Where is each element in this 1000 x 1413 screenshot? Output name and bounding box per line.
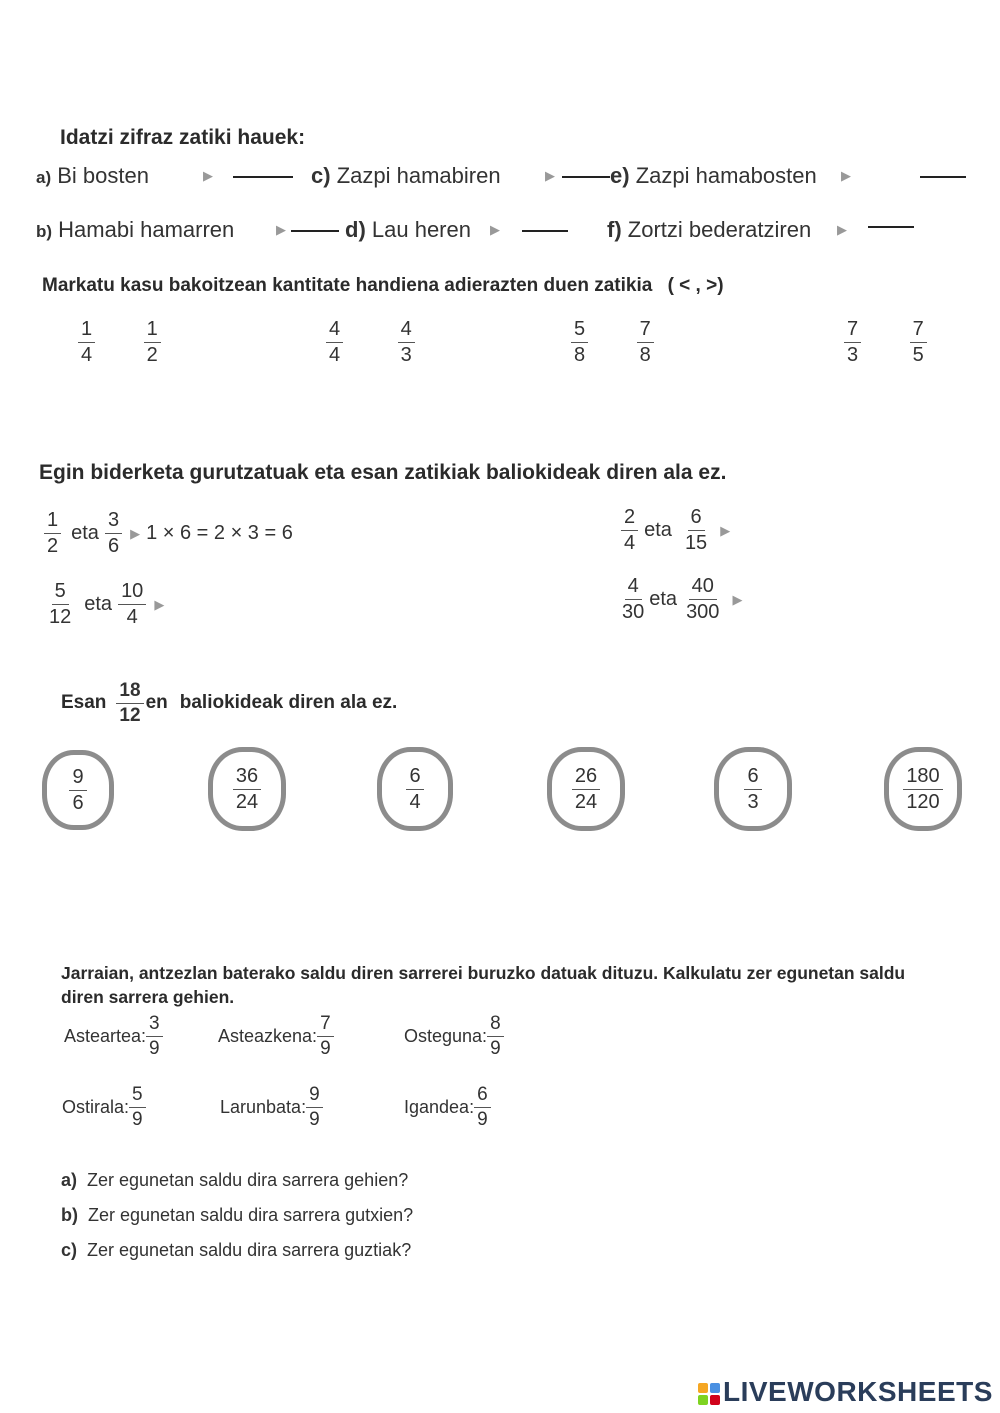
day-name: Osteguna: — [404, 1025, 488, 1046]
option-circle-2[interactable] — [208, 747, 286, 831]
day-name: Ostirala: — [62, 1096, 130, 1117]
item-text: Zazpi hamabiren — [336, 163, 501, 188]
question-c — [61, 1240, 411, 1261]
fraction — [129, 1084, 146, 1131]
denominator: 5 — [912, 344, 924, 366]
question-text: Zer egunetan saldu dira sarrera gutxien? — [88, 1205, 414, 1225]
numerator: 5 — [571, 318, 588, 343]
numerator: 6 — [406, 765, 423, 790]
numerator: 6 — [688, 506, 705, 531]
day-friday — [62, 1084, 146, 1131]
fraction — [326, 318, 343, 367]
compare-pair-2 — [326, 318, 415, 367]
numerator: 9 — [69, 766, 86, 791]
numerator: 1 — [78, 318, 95, 343]
fraction — [398, 318, 415, 367]
denominator: 300 — [686, 601, 720, 623]
denominator: 24 — [235, 790, 259, 813]
cross-row-3 — [46, 580, 164, 629]
day-sunday — [404, 1084, 491, 1131]
denominator: 6 — [72, 791, 84, 814]
denominator: 9 — [490, 1037, 501, 1059]
fraction — [474, 1084, 491, 1131]
fraction — [317, 1013, 334, 1060]
section4-title — [61, 680, 397, 727]
question-label: a) — [61, 1170, 78, 1190]
fraction — [144, 318, 161, 367]
denominator: 3 — [847, 344, 859, 366]
day-thursday — [404, 1013, 504, 1060]
section2-hint: ( < , >) — [667, 275, 724, 296]
option-circle-6[interactable] — [884, 747, 962, 831]
day-name: Igandea: — [404, 1096, 475, 1117]
fraction — [744, 765, 761, 814]
item-text: Hamabi hamarren — [58, 217, 235, 242]
fraction — [621, 506, 638, 555]
numerator: 8 — [487, 1013, 504, 1037]
item-d — [345, 217, 471, 243]
item-b — [36, 217, 234, 243]
item-label: f) — [607, 217, 622, 242]
denominator: 24 — [574, 790, 598, 813]
fraction — [683, 575, 722, 624]
arrow-icon: ▶ — [841, 168, 851, 183]
section4-rest: baliokideak diren ala ez. — [179, 692, 398, 714]
numerator: 5 — [129, 1084, 146, 1108]
section2-title-text: Markatu kasu bakoitzean kantitate handiena adierazten duen zatikia — [42, 275, 653, 296]
option-circle-3[interactable] — [377, 747, 453, 831]
fraction — [637, 318, 654, 367]
arrow-icon: ▶ — [130, 525, 141, 541]
numerator: 4 — [398, 318, 415, 343]
fraction — [844, 318, 861, 367]
cross-row-2 — [621, 506, 730, 555]
arrow-icon: ▶ — [837, 222, 847, 237]
cross-row-4 — [619, 575, 742, 624]
numerator: 2 — [621, 506, 638, 531]
item-label: b) — [36, 222, 53, 241]
item-e — [610, 163, 817, 189]
denominator: 4 — [624, 532, 636, 554]
item-label: a) — [36, 168, 52, 187]
denominator: 9 — [320, 1037, 331, 1059]
section2-title — [42, 275, 724, 297]
item-label: e) — [610, 163, 630, 188]
denominator: 2 — [146, 344, 158, 366]
connector-text: eta — [649, 588, 678, 610]
compare-pair-4 — [844, 318, 927, 367]
numerator: 9 — [306, 1084, 323, 1108]
arrow-icon: ▶ — [545, 168, 555, 183]
arrow-icon: ▶ — [276, 222, 286, 237]
example-result: 1 × 6 = 2 × 3 = 6 — [146, 522, 293, 544]
question-a — [61, 1170, 408, 1191]
fraction — [69, 766, 86, 815]
fraction — [572, 765, 600, 814]
answer-blank-d[interactable] — [522, 230, 568, 232]
question-text: Zer egunetan saldu dira sarrera guztiak? — [87, 1240, 412, 1260]
item-f — [607, 217, 811, 243]
intro-line-2: diren sarrera gehien. — [61, 987, 235, 1007]
option-circle-4[interactable] — [547, 747, 625, 831]
item-c — [311, 163, 501, 189]
numerator: 4 — [326, 318, 343, 343]
numerator: 3 — [105, 509, 122, 534]
numerator: 18 — [116, 680, 143, 704]
item-text: Bi bosten — [57, 163, 149, 188]
section5-intro — [61, 961, 905, 1009]
fraction — [682, 506, 710, 555]
numerator: 36 — [233, 765, 261, 790]
fraction — [146, 1013, 163, 1060]
numerator: 6 — [744, 765, 761, 790]
fraction — [118, 580, 146, 629]
question-label: b) — [61, 1205, 78, 1225]
numerator: 7 — [910, 318, 927, 343]
fraction — [78, 318, 95, 367]
cross-row-1 — [44, 509, 293, 558]
fraction — [306, 1084, 323, 1131]
fraction — [910, 318, 927, 367]
answer-blank-b[interactable] — [291, 230, 339, 232]
day-name: Asteazkena: — [218, 1025, 318, 1046]
denominator: 9 — [309, 1108, 320, 1130]
connector-text: eta — [84, 593, 113, 615]
fraction — [487, 1013, 504, 1060]
numerator: 10 — [118, 580, 146, 605]
denominator: 12 — [119, 704, 141, 726]
denominator: 15 — [684, 532, 708, 554]
fraction — [105, 509, 122, 558]
item-text: Zortzi bederatziren — [627, 217, 812, 242]
day-wednesday — [218, 1013, 334, 1060]
denominator: 9 — [149, 1037, 160, 1059]
item-text: Lau heren — [371, 217, 471, 242]
denominator: 4 — [126, 606, 138, 628]
answer-blank-a[interactable] — [233, 176, 293, 178]
answer-blank-f[interactable] — [868, 226, 914, 228]
denominator: 2 — [47, 535, 59, 557]
denominator: 120 — [906, 790, 940, 813]
day-tuesday — [64, 1013, 163, 1060]
day-name: Astearteа: — [64, 1025, 147, 1046]
section1-title: Idatzi zifraz zatiki hauek: — [60, 126, 306, 149]
denominator: 9 — [477, 1108, 488, 1130]
section4-prefix: Esan — [61, 692, 107, 714]
numerator: 7 — [844, 318, 861, 343]
denominator: 3 — [400, 344, 412, 366]
numerator: 7 — [317, 1013, 334, 1037]
fraction — [233, 765, 261, 814]
item-text: Zazpi hamabosten — [635, 163, 817, 188]
intro-line-1: Jarraian, antzezlan baterako saldu diren sarrerei buruzko datuak dituzu. Kalkulatu zer egunetan saldu — [61, 963, 906, 983]
numerator: 180 — [903, 765, 942, 790]
numerator: 1 — [44, 509, 61, 534]
logo-text: LIVEWORKSHEETS — [723, 1376, 993, 1407]
connector-text: eta — [644, 519, 672, 541]
day-saturday — [220, 1084, 323, 1131]
numerator: 26 — [572, 765, 600, 790]
fraction — [44, 509, 61, 558]
numerator: 5 — [52, 580, 69, 605]
denominator: 3 — [747, 790, 759, 813]
fraction — [46, 580, 74, 629]
item-label: c) — [311, 163, 331, 188]
numerator: 6 — [474, 1084, 491, 1108]
liveworksheets-logo[interactable] — [698, 1376, 993, 1408]
section3-title: Egin biderketa gurutzatuak eta esan zatikiak baliokideak diren ala ez. — [39, 461, 727, 484]
denominator: 8 — [574, 344, 586, 366]
denominator: 6 — [107, 535, 120, 557]
denominator: 4 — [81, 344, 93, 366]
numerator: 4 — [625, 575, 642, 600]
denominator: 4 — [329, 344, 341, 366]
question-b — [61, 1205, 413, 1226]
arrow-icon: ▶ — [732, 591, 743, 607]
logo-icon — [698, 1383, 720, 1405]
denominator: 4 — [409, 790, 421, 813]
option-circle-1[interactable] — [42, 750, 114, 830]
answer-blank-c[interactable] — [562, 176, 610, 178]
fraction — [116, 680, 143, 727]
numerator: 40 — [689, 575, 717, 600]
item-a — [36, 163, 149, 189]
denominator: 12 — [49, 606, 72, 628]
compare-pair-1 — [78, 318, 161, 367]
fraction — [571, 318, 588, 367]
denominator: 30 — [622, 601, 645, 623]
numerator: 7 — [637, 318, 654, 343]
section4-suffix: en — [145, 692, 168, 714]
fraction — [619, 575, 647, 624]
numerator: 1 — [144, 318, 161, 343]
fraction — [903, 765, 942, 814]
arrow-icon: ▶ — [154, 596, 165, 612]
numerator: 3 — [146, 1013, 163, 1037]
compare-pair-3 — [571, 318, 654, 367]
arrow-icon: ▶ — [720, 522, 731, 538]
question-label: c) — [61, 1240, 78, 1260]
item-label: d) — [345, 217, 366, 242]
answer-blank-e[interactable] — [920, 176, 966, 178]
fraction — [406, 765, 423, 814]
connector-text: eta — [71, 522, 99, 544]
arrow-icon: ▶ — [490, 222, 500, 237]
arrow-icon: ▶ — [203, 168, 213, 183]
day-name: Larunbata: — [220, 1096, 307, 1117]
option-circle-5[interactable] — [714, 747, 792, 831]
question-text: Zer egunetan saldu dira sarrera gehien? — [87, 1170, 409, 1190]
denominator: 9 — [132, 1108, 143, 1130]
denominator: 8 — [639, 344, 651, 366]
